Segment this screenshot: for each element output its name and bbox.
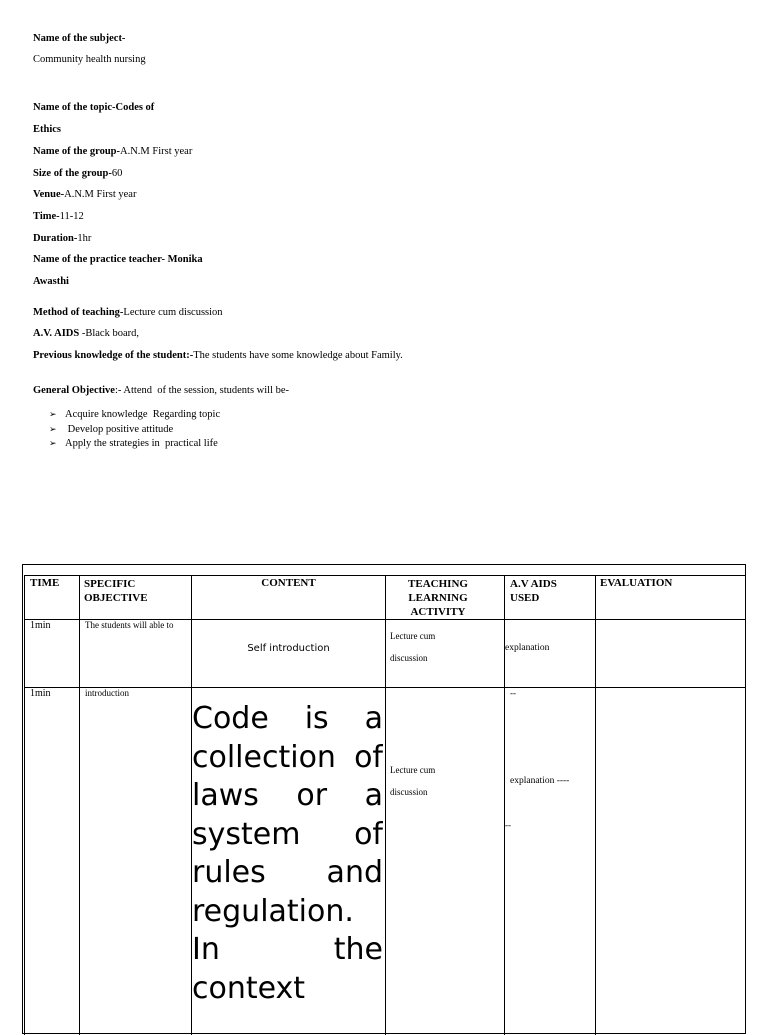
header-objective-line: SPECIFIC <box>84 578 136 590</box>
arrow-bullet-icon: ➢ <box>49 410 57 420</box>
topic-label-line1: Name of the topic-Codes of <box>33 102 155 113</box>
arrow-bullet-icon: ➢ <box>49 439 57 449</box>
row1-objective: The students will able to <box>85 620 174 630</box>
teacher-label-line2: Awasthi <box>33 276 69 287</box>
row2-objective: introduction <box>85 688 129 698</box>
venue-line <box>33 189 136 200</box>
teacher-label-line1: Name of the practice teacher- Monika <box>33 254 203 265</box>
header-activity-line: TEACHING <box>408 578 468 590</box>
row2-activity-line2: discussion <box>390 787 428 797</box>
row2-av-middle: explanation ---- <box>510 776 570 786</box>
general-objective-value: :- Attend of the session, students will be- <box>114 385 290 396</box>
previous-knowledge-value: The students have some knowledge about Family. <box>193 350 403 361</box>
lesson-plan-table-frame <box>22 564 746 1034</box>
bullet-item <box>49 423 220 438</box>
av-aids-value: -Black board, <box>79 328 139 339</box>
table-left-border <box>24 575 25 1035</box>
previous-knowledge-line <box>33 350 403 361</box>
header-av-line: USED <box>510 592 540 604</box>
method-line <box>33 307 223 318</box>
av-aids-line <box>33 328 139 339</box>
row2-content: Code is a collection of laws or a system of rules and regulation. In the context <box>192 701 383 1006</box>
subject-label: Name of the subject- <box>33 33 126 44</box>
size-line <box>33 168 122 179</box>
group-value: A.N.M First year <box>120 146 193 157</box>
general-objective-line <box>33 385 289 396</box>
row2-av-top: -- <box>510 688 516 698</box>
header-av-aids-used <box>510 577 557 605</box>
row1-av-aids: explanation <box>505 643 550 653</box>
row2-time: 1min <box>30 688 51 699</box>
duration-line <box>33 233 91 244</box>
bullet-text: Acquire knowledge Regarding topic <box>65 409 221 420</box>
venue-value: A.N.M First year <box>64 189 137 200</box>
arrow-bullet-icon: ➢ <box>49 424 57 435</box>
group-line <box>33 146 192 157</box>
duration-label: Duration- <box>33 233 78 244</box>
av-aids-label: A.V. AIDS <box>33 328 80 339</box>
table-col-divider <box>595 575 596 1035</box>
size-label: Size of the group- <box>33 168 112 179</box>
header-evaluation: EVALUATION <box>600 577 673 589</box>
header-time: TIME <box>30 577 60 589</box>
group-label: Name of the group- <box>33 146 121 157</box>
time-line <box>33 211 84 222</box>
previous-knowledge-label: Previous knowledge of the student:- <box>33 350 194 361</box>
header-objective-line: OBJECTIVE <box>84 592 148 604</box>
header-teaching-learning-activity <box>386 577 490 619</box>
general-objective-label: General Objective <box>33 385 115 396</box>
header-activity-line: ACTIVITY <box>410 606 466 618</box>
header-av-line: A.V AIDS <box>510 578 557 590</box>
size-value: 60 <box>111 168 123 179</box>
method-value: Lecture cum discussion <box>123 307 223 318</box>
bullet-text: Develop positive attitude <box>65 423 174 435</box>
bullet-item <box>49 408 220 423</box>
bullet-text: Apply the strategies in practical life <box>65 438 218 449</box>
row2-av-bottom: -- <box>505 820 511 830</box>
row2-activity-line1: Lecture cum <box>390 765 436 775</box>
topic-label-line2: Ethics <box>33 124 62 135</box>
row1-time: 1min <box>30 620 51 631</box>
header-activity-line: LEARNING <box>408 592 468 604</box>
row1-activity-line2: discussion <box>390 653 428 663</box>
time-value: 11-12 <box>59 211 84 222</box>
duration-value: 1hr <box>77 233 92 244</box>
objective-bullet-list <box>49 408 220 452</box>
header-specific-objective <box>84 577 148 605</box>
bullet-item <box>49 437 220 452</box>
subject-value: Community health nursing <box>33 54 146 65</box>
method-label: Method of teaching- <box>33 307 124 318</box>
header-content: CONTENT <box>261 577 316 589</box>
table-col-divider <box>79 575 80 1035</box>
time-label: Time- <box>33 211 60 222</box>
venue-label: Venue- <box>33 189 65 200</box>
row1-activity-line1: Lecture cum <box>390 631 436 641</box>
row1-content: Self introduction <box>247 643 330 654</box>
table-col-divider <box>385 575 386 1035</box>
